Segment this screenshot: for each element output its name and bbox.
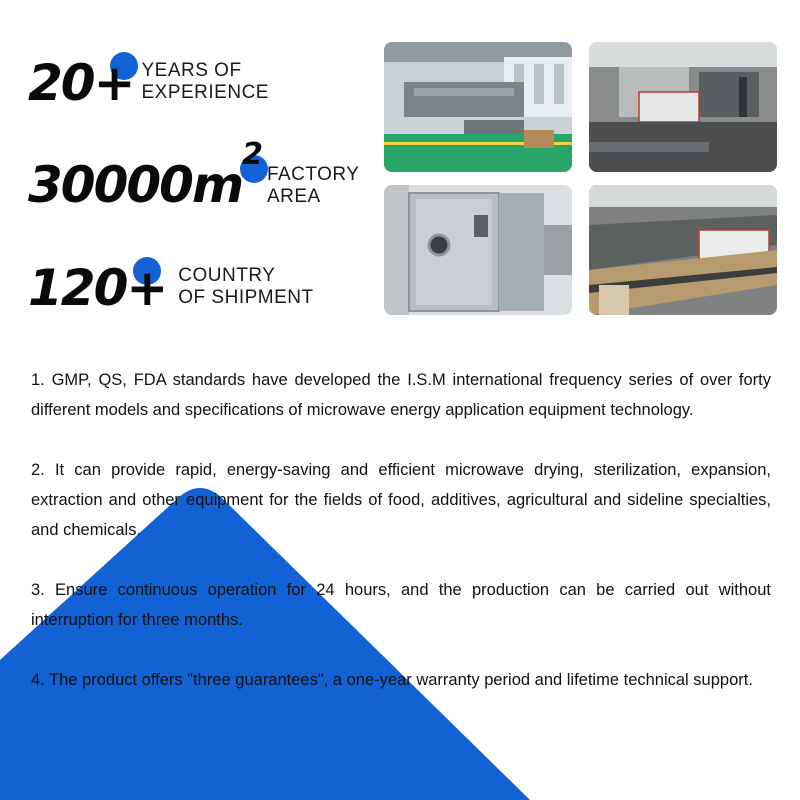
feature-point-4: 4. The product offers "three guarantees", a one-year warranty period and lifetime technical support. [31,671,753,689]
production-line-photo [589,42,777,172]
stat-number: $30000m^2$ [28,137,261,214]
stat-label: YEARS OF EXPERIENCE [141,60,269,103]
feature-point-1: 1. GMP, QS, FDA standards have developed the I.S.M international frequency series of over forty different models and specifications of microwave energy application equipment technology. [31,371,771,419]
sterilization-cabinet-photo [384,185,572,315]
stat-factory-area [28,137,360,214]
feature-point-2: 2. It can provide rapid, energy-saving and efficient microwave drying, sterilization, expansion, extraction and other equipment for the fields of food, additives, agricultural and sideline specialties, and chemicals. [31,461,771,539]
stat-number: 120+ [28,259,167,317]
factory-floor-photo [384,42,572,172]
stat-label: COUNTRY OF SHIPMENT [178,265,314,308]
stat-country-shipment [28,259,314,317]
stat-number: 20+ [28,54,134,112]
feature-point-3: 3. Ensure continuous operation for 24 hours, and the production can be carried out without interruption for three months. [31,581,771,629]
stat-years-experience [28,54,269,112]
microwave-dryer-conveyor-photo [589,185,777,315]
feature-points [31,365,771,725]
stat-label: FACTORY AREA [266,164,360,207]
